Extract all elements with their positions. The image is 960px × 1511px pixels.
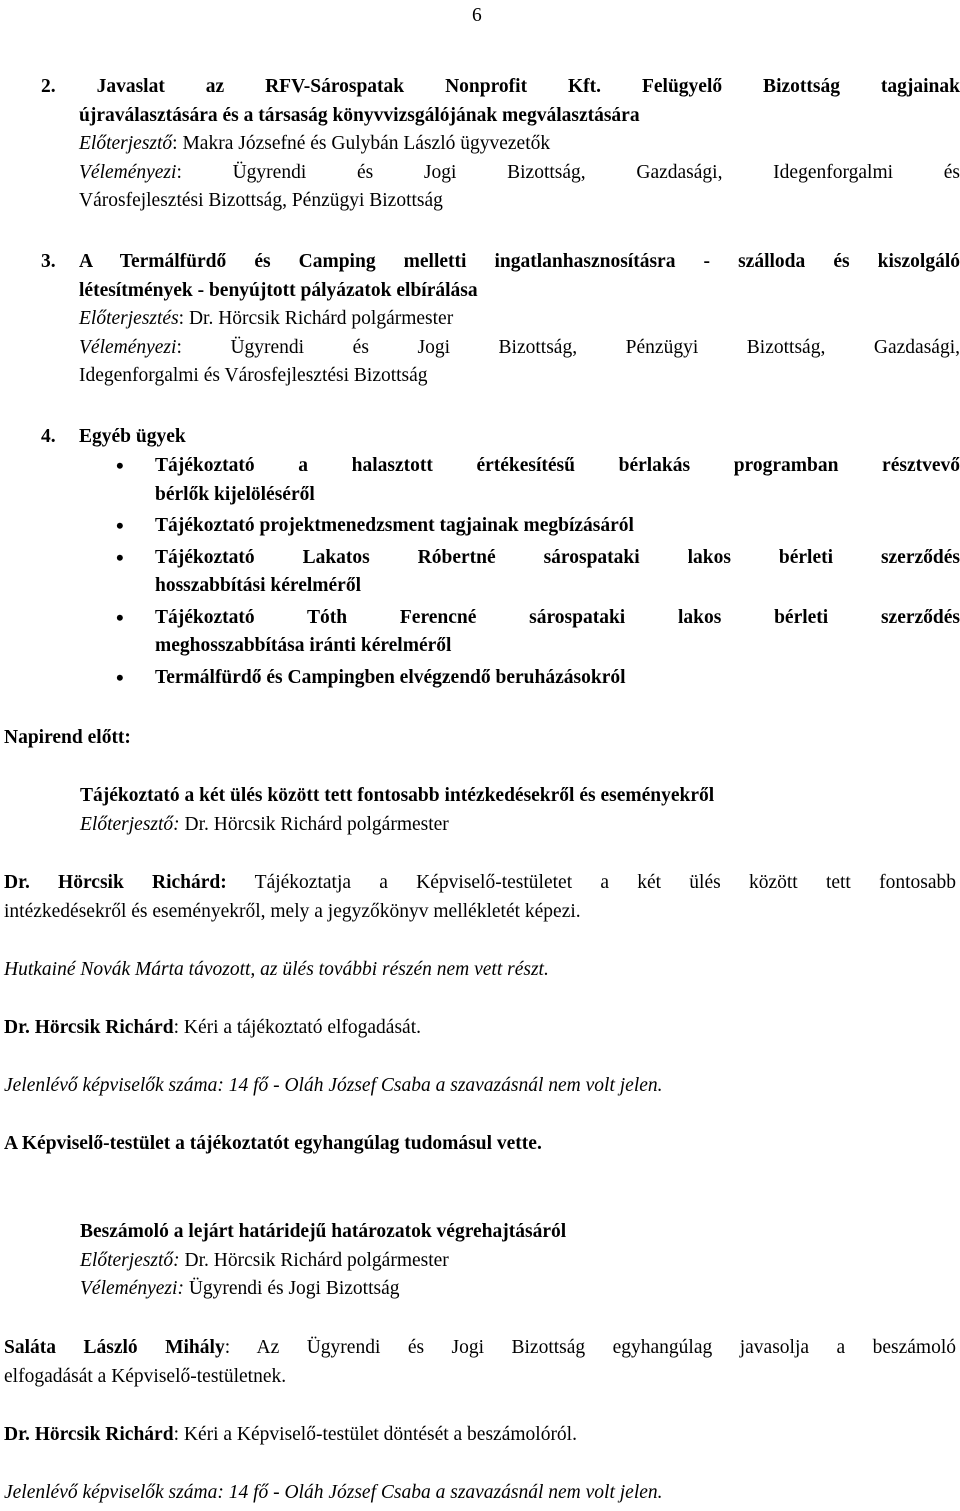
report2-reviewer	[80, 1275, 960, 1304]
speaker-name: Dr. Hörcsik Richárd	[4, 1017, 174, 1038]
para3-line1	[4, 1334, 956, 1363]
para1-line2: intézkedésekről és eseményekről, mely a jegyzőkönyv mellékletét képezi.	[4, 900, 581, 922]
para1-text: Tájékoztatja a Képviselő-testületet a két ülés között tett fontosabb	[226, 872, 956, 893]
presenter-text: Dr. Hörcsik Richárd polgármester	[179, 1249, 449, 1271]
para4-text: : Kéri a Képviselő-testület döntését a beszámolóról.	[173, 1424, 577, 1445]
bullet-line1: • Tájékoztató Tóth Ferencné sárospataki lakos bérleti szerződés	[155, 606, 960, 628]
reviewer-text: : Ügyrendi és Jogi Bizottság, Gazdasági, Idegenforgalmi és	[176, 161, 960, 183]
item4-title	[41, 423, 960, 452]
speaker-name: Saláta László Mihály	[4, 1337, 225, 1358]
list-item	[0, 452, 960, 509]
list-item	[0, 604, 960, 661]
reviewer-label: Véleményezi	[79, 161, 177, 183]
speaker-name: Dr. Hörcsik Richárd	[4, 1424, 174, 1445]
item3-title-line1: A Termálfürdő és Camping melletti ingatlanhasznosításra - szálloda és kiszolgáló	[79, 251, 960, 272]
agenda-item-3	[41, 248, 960, 391]
agenda-item-2	[41, 73, 960, 216]
bullet-line1: • Tájékoztató projektmenedzsment tagjainak megbízásáról	[155, 515, 634, 536]
info-report-presenter	[80, 811, 960, 840]
report-2	[80, 1218, 960, 1304]
paragraph-speaker-2	[4, 1014, 960, 1043]
presenter-text: : Makra Józsefné és Gulybán László ügyvezetők	[172, 133, 551, 154]
bullet-line2: meghosszabbítása iránti kérelméről	[155, 635, 452, 656]
reviewer-text: Ügyrendi és Jogi Bizottság	[183, 1278, 400, 1299]
bullet-line1: • Termálfürdő és Campingben elvégzendő beruházásokról	[155, 666, 626, 688]
agenda-item-4	[41, 423, 960, 452]
item3-presenter	[41, 305, 960, 334]
report2-title: Beszámoló a lejárt határidejű határozatok végrehajtásáról	[80, 1221, 567, 1242]
speaker-name: Dr. Hörcsik Richárd:	[4, 872, 227, 893]
note-departure: Hutkainé Novák Márta távozott, az ülés további részén nem vett részt.	[4, 959, 549, 980]
bullet-line1: • Tájékoztató Lakatos Róbertné sárospataki lakos bérleti szerződés	[155, 546, 960, 568]
presenter-label: Előterjesztő:	[80, 813, 180, 835]
item3-title-line2: létesítmények - benyújtott pályázatok elbírálása	[79, 279, 478, 301]
item2-presenter	[41, 130, 960, 159]
paragraph-speaker-1	[4, 869, 956, 926]
list-item	[0, 664, 960, 693]
item4-number: 4.	[41, 426, 56, 447]
info-report-title: Tájékoztató a két ülés között tett fontosabb intézkedésekről és eseményekről	[80, 785, 715, 806]
para3-line2: elfogadását a Képviselő-testületnek.	[4, 1365, 287, 1387]
reviewer-label: Véleményezi	[79, 336, 177, 358]
item3-reviewer	[41, 334, 960, 363]
attendance-note-2: Jelenlévő képviselők száma: 14 fő - Oláh József Csaba a szavazásnál nem volt jelen.	[4, 1482, 663, 1503]
paragraph-speaker-3	[4, 1334, 956, 1391]
presenter-label: Előterjesztés	[79, 308, 179, 329]
item3-number: 3.	[41, 251, 56, 272]
bullet-line2: bérlők kijelöléséről	[155, 483, 315, 505]
paragraph-speaker-4	[4, 1421, 960, 1450]
item2-reviewer	[41, 159, 960, 188]
presenter-text: : Dr. Hörcsik Richárd polgármester	[178, 308, 454, 329]
presenter-label: Előterjesztő:	[80, 1249, 180, 1271]
item3-title-row	[41, 248, 960, 277]
bullet-line1: • Tájékoztató a halasztott értékesítésű bérlakás programban résztvevő	[155, 455, 960, 476]
presenter-text: Dr. Hörcsik Richárd polgármester	[179, 813, 449, 835]
attendance-note-1: Jelenlévő képviselők száma: 14 fő - Oláh József Csaba a szavazásnál nem volt jelen.	[4, 1075, 663, 1096]
reviewer-text: : Ügyrendi és Jogi Bizottság, Pénzügyi Bizottság, Gazdasági,	[176, 336, 960, 358]
bullet-line2: hosszabbítási kérelméről	[155, 575, 362, 596]
para2-text: : Kéri a tájékoztató elfogadását.	[173, 1017, 421, 1038]
para3-text: : Az Ügyrendi és Jogi Bizottság egyhangúlag javasolja a beszámoló	[224, 1337, 957, 1358]
list-item	[0, 544, 960, 601]
presenter-label: Előterjesztő	[79, 133, 173, 154]
decision-1: A Képviselő-testület a tájékoztatót egyhangúlag tudomásul vette.	[4, 1133, 542, 1154]
para1-line1	[4, 869, 956, 898]
item3-reviewer-line2: Idegenforgalmi és Városfejlesztési Bizottság	[79, 365, 428, 386]
reviewer-label: Véleményezi:	[80, 1278, 184, 1299]
item4-bullet-list	[0, 452, 960, 692]
item2-title-line2: újraválasztására és a társaság könyvvizsgálójának megválasztására	[79, 104, 640, 126]
info-report	[80, 782, 960, 839]
section-heading-napirend-elott: Napirend előtt:	[4, 727, 131, 748]
list-item	[0, 512, 960, 541]
page-number: 6	[472, 5, 482, 26]
item4-title-text: Egyéb ügyek	[79, 426, 186, 447]
item2-title-line1: 2. Javaslat az RFV-Sárospatak Nonprofit Kft. Felügyelő Bizottság tagjainak	[41, 76, 960, 97]
report2-presenter	[80, 1247, 960, 1276]
item2-reviewer-line2: Városfejlesztési Bizottság, Pénzügyi Bizottság	[79, 190, 443, 211]
